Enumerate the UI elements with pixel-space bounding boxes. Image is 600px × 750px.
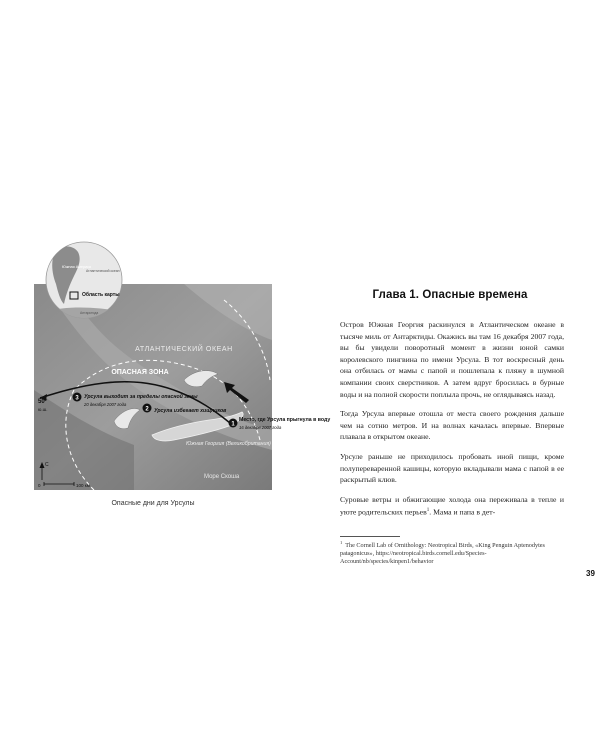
latitude-unit: ю.ш. — [38, 407, 48, 412]
footnote — [340, 539, 564, 566]
island-label: Южная Георгия (Великобритания) — [186, 441, 271, 447]
marker-1-title: Место, где Урсула прыгнула в воду — [239, 417, 331, 423]
footnote-text: The Cornell Lab of Ornithology: Neotropical Birds, «King Penguin Aptenodytes patagonicus», https://neotropical.birds.cornell.edu/Species-Account/nb/species/kinpen1/behavior — [340, 542, 545, 566]
marker-3-title: Урсула выходит за пределы опасной зоны — [84, 394, 198, 400]
scotia-sea-label: Море Скоша — [204, 474, 240, 480]
right-page — [300, 0, 600, 750]
paragraph-2: Тогда Урсула впервые отошла от места своего рождения дальше чем на сотню метров. И на волнах качалась впервые. Впервые плавала в открытом океане. — [340, 409, 564, 442]
paragraph-4-text: Суровые ветры и обжигающие холода она переживала в тепле и уюте родительских перьев — [340, 494, 564, 517]
footnote-divider — [340, 536, 400, 537]
danger-zone-label: ОПАСНАЯ ЗОНА — [111, 369, 169, 376]
paragraph-4-tail: . Мама и папа в дет- — [429, 507, 496, 517]
page-number: 39 — [586, 569, 595, 578]
inset-antarctica-label: Антарктида — [80, 311, 99, 315]
inset-atlantic-label: Атлантический океан — [86, 269, 120, 273]
footnote-number: 1 — [340, 540, 343, 545]
chapter-title: Глава 1. Опасные времена — [372, 289, 528, 301]
map-figure — [34, 240, 331, 500]
scale-value: 100 км — [76, 483, 90, 488]
footnote-ref[interactable]: 1 — [426, 508, 430, 514]
marker-1-date: 16 декабря 2007 года — [239, 425, 282, 430]
ocean-label: АТЛАНТИЧЕСКИЙ ОКЕАН — [135, 346, 233, 353]
body-text — [340, 319, 564, 526]
marker-1-number: 1 — [231, 421, 235, 428]
paragraph-4 — [340, 494, 564, 519]
marker-2-number: 2 — [145, 406, 149, 413]
scale-zero: 0 — [38, 483, 41, 488]
paragraph-3: Урсуле раньше не приходилось пробовать иной пищи, кроме полупереваренной кашицы, которую вкладывали мама с папой в ее раскрытый клюв. — [340, 451, 564, 485]
latitude-value: 50° — [38, 399, 48, 405]
marker-2-title: Урсула избегает хищников — [154, 408, 227, 414]
inset-region-label: Область карты — [82, 292, 120, 298]
paragraph-1: Остров Южная Георгия раскинулся в Атлантическом океане в тысяче миль от Антарктиды. Окажись вы там 16 декабря 2007 года, вы бы увидели поворотный момент в жизни юной самки королевского пингвина по имени Урсула. В тот воскресный день она отбилась от мамы с папой и пошлепала к пляжу в шумной компании своих сверстников. А затем вдруг бросилась в бурные воды и на полной скорости поплыла прочь, не оглядываясь назад. — [340, 320, 564, 399]
marker-3-number: 3 — [75, 395, 79, 402]
map-illustration — [34, 240, 331, 500]
figure-caption: Опасные дни для Урсулы — [111, 500, 195, 507]
north-label: С — [45, 462, 49, 468]
inset-south-america-label: Южная Америка — [62, 265, 92, 269]
marker-3-date: 20 декабря 2007 года — [84, 402, 127, 407]
